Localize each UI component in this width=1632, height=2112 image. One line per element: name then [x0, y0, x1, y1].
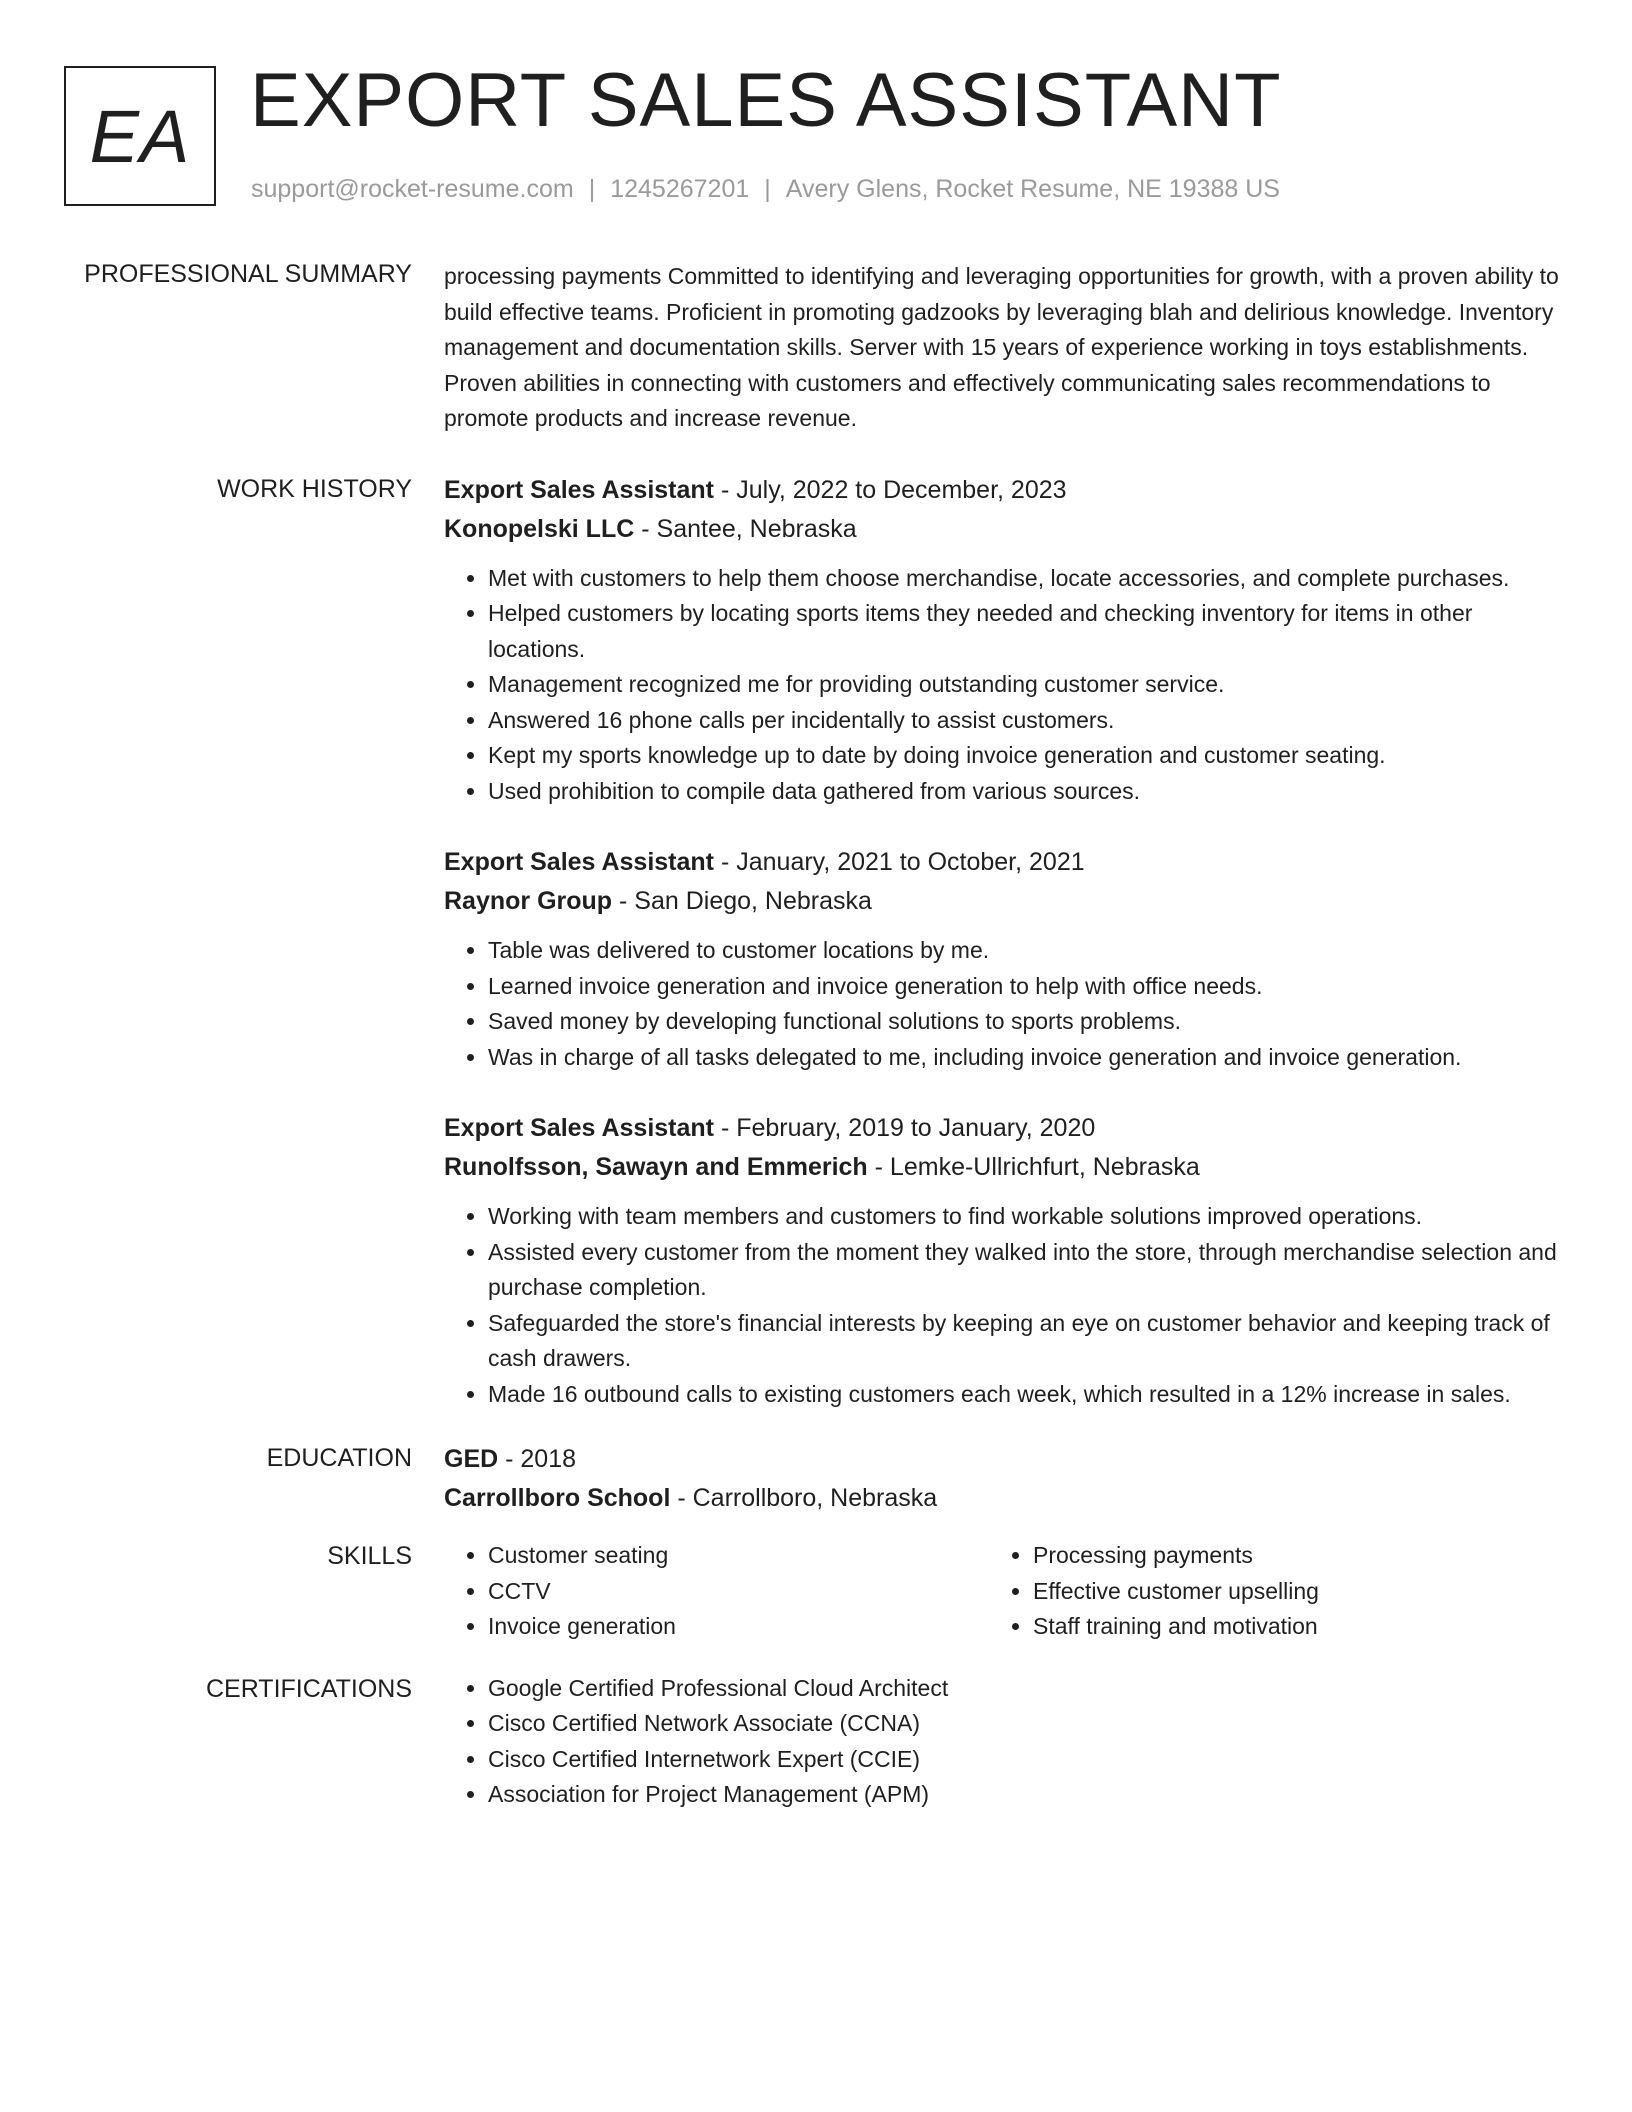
job-bullet: • Assisted every customer from the moment they walked into the store, through merchandise selection and purchase completion. — [488, 1235, 1564, 1306]
job-company-line — [444, 1148, 1564, 1187]
summary-text: processing payments Committed to identifying and leveraging opportunities for growth, with a proven ability to build effective teams. Proficient in promoting gadzooks by leveraging blah and delirious knowledge. Inventory management and documentation skills. Server with 15 years of experience working in toys establishments. Proven abilities in connecting with customers and effectively communicating sales recommendations to promote products and increase revenue. — [444, 263, 1559, 431]
job-bullet: • Met with customers to help them choose merchandise, locate accessories, and complete purchases. — [488, 561, 1564, 597]
job-bullet: • Used prohibition to compile data gathered from various sources. — [488, 774, 1564, 810]
certifications-heading: CERTIFICATIONS — [205, 1674, 412, 1703]
skills-heading: SKILLS — [327, 1542, 412, 1570]
contact-separator: | — [588, 175, 596, 203]
job-title-line — [444, 471, 1564, 510]
certifications-section — [0, 1671, 1632, 1813]
job-bullet: • Safeguarded the store's financial interests by keeping an eye on customer behavior and keeping track of cash drawers. — [488, 1306, 1564, 1377]
certification-item: • Association for Project Management (APM) — [488, 1777, 1564, 1813]
skills-column-left — [444, 1538, 989, 1645]
job-bullet: • Made 16 outbound calls to existing customers each week, which resulted in a 12% increase in sales. — [488, 1377, 1564, 1413]
job-bullet: • Was in charge of all tasks delegated to me, including invoice generation and invoice generation. — [488, 1040, 1564, 1076]
job-entry — [444, 471, 1564, 810]
job-dates: - July, 2022 to December, 2023 — [714, 475, 1067, 504]
education-degree: GED — [444, 1445, 499, 1473]
skill-item: • CCTV — [488, 1574, 989, 1610]
job-company: Raynor Group — [444, 887, 613, 915]
education-degree-line — [444, 1440, 1564, 1479]
education-school: Carrollboro School — [444, 1484, 671, 1512]
job-company-line — [444, 510, 1564, 549]
job-company-line — [444, 882, 1564, 921]
contact-line — [251, 172, 1280, 206]
job-location: - Santee, Nebraska — [634, 514, 857, 543]
job-bullet: • Working with team members and customers to find workable solutions improved operations. — [488, 1199, 1564, 1235]
job-title-line — [444, 843, 1564, 882]
education-school-line — [444, 1479, 1564, 1518]
job-bullet: • Table was delivered to customer locations by me. — [488, 933, 1564, 969]
job-dates: - January, 2021 to October, 2021 — [714, 848, 1085, 876]
education-heading: EDUCATION — [266, 1444, 412, 1472]
job-title-line — [444, 1109, 1564, 1148]
job-title: Export Sales Assistant — [444, 848, 715, 876]
certification-item: • Google Certified Professional Cloud Architect — [488, 1671, 1564, 1707]
job-bullet: • Helped customers by locating sports items they needed and checking inventory for items in other locations. — [488, 596, 1564, 667]
certifications-list — [444, 1671, 1564, 1813]
skill-item: • Customer seating — [488, 1538, 989, 1574]
job-bullets — [444, 561, 1564, 810]
contact-address: Avery Glens, Rocket Resume, NE 19388 US — [785, 175, 1280, 203]
job-bullet: • Answered 16 phone calls per incidentally to assist customers. — [488, 703, 1564, 739]
job-entry — [444, 1109, 1564, 1412]
job-location: - San Diego, Nebraska — [612, 887, 872, 915]
job-bullets — [444, 933, 1564, 1075]
skill-item: • Effective customer upselling — [1033, 1574, 1534, 1610]
job-bullet: • Kept my sports knowledge up to date by doing invoice generation and customer seating. — [488, 738, 1564, 774]
skills-grid — [444, 1538, 1564, 1645]
resume-title: EXPORT SALES ASSISTANT — [250, 58, 1282, 143]
job-company: Konopelski LLC — [444, 514, 635, 543]
skills-section — [0, 1538, 1632, 1645]
certification-item: • Cisco Certified Internetwork Expert (CCIE) — [488, 1742, 1564, 1778]
job-location: - Lemke-Ullrichfurt, Nebraska — [867, 1153, 1200, 1181]
resume-body — [0, 256, 1632, 1813]
job-bullet: • Learned invoice generation and invoice generation to help with office needs. — [488, 969, 1564, 1005]
contact-phone: 1245267201 — [610, 175, 750, 203]
skills-column-right — [989, 1538, 1534, 1645]
education-location: - Carrollboro, Nebraska — [670, 1484, 938, 1512]
job-entry — [444, 843, 1564, 1075]
job-company: Runolfsson, Sawayn and Emmerich — [444, 1153, 868, 1181]
contact-separator: | — [764, 175, 771, 203]
skill-item: • Processing payments — [1033, 1538, 1534, 1574]
skill-item: • Invoice generation — [488, 1609, 989, 1645]
job-bullets — [444, 1199, 1564, 1412]
education-section — [0, 1440, 1632, 1518]
summary-section — [0, 256, 1632, 437]
work-history-heading: WORK HISTORY — [217, 474, 412, 503]
job-title: Export Sales Assistant — [444, 1114, 715, 1142]
monogram-logo: EA — [64, 66, 216, 206]
contact-email: support@rocket-resume.com — [251, 175, 574, 203]
education-year: - 2018 — [498, 1445, 577, 1473]
job-bullet: • Saved money by developing functional solutions to sports problems. — [488, 1004, 1564, 1040]
summary-heading: PROFESSIONAL SUMMARY — [84, 260, 412, 288]
job-dates: - February, 2019 to January, 2020 — [714, 1114, 1096, 1142]
work-history-section — [0, 471, 1632, 1413]
skill-item: • Staff training and motivation — [1033, 1609, 1534, 1645]
certification-item: • Cisco Certified Network Associate (CCNA) — [488, 1706, 1564, 1742]
job-bullet: • Management recognized me for providing outstanding customer service. — [488, 667, 1564, 703]
job-title: Export Sales Assistant — [444, 475, 715, 504]
